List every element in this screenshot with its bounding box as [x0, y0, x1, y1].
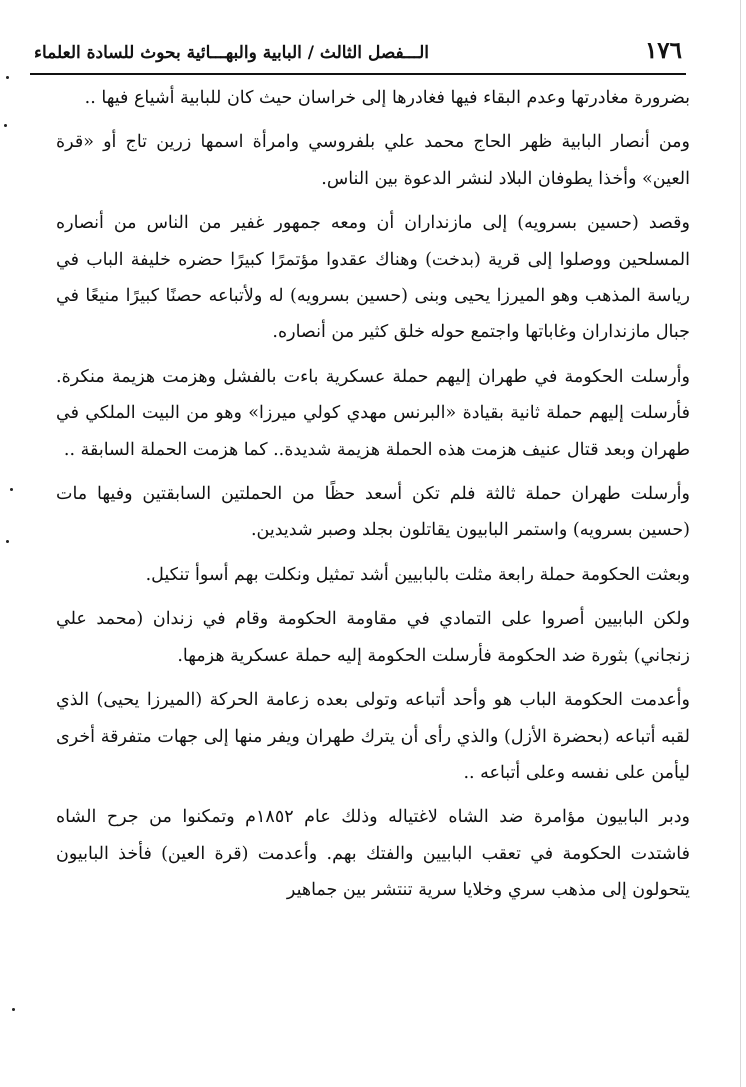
running-title: الـــفصل الثالث / البابية والبهـــائية بحوث للسادة العلماء	[34, 43, 430, 63]
scan-speck	[4, 124, 7, 127]
scan-speck	[6, 540, 9, 543]
paragraph: وأرسلت طهران حملة ثالثة فلم تكن أسعد حظًا من الحملتين السابقتين وفيها مات (حسين بسرويه) واستمر البابيون يقاتلون بجلد وصبر شديدين.	[56, 484, 690, 541]
paragraph: وبعثت الحكومة حملة رابعة مثلت بالبابيين أشد تمثيل ونكلت بهم أسوأ تنكيل.	[145, 564, 690, 585]
page-header	[30, 34, 686, 74]
paragraph: وأعدمت الحكومة الباب هو وأحد أتباعه وتولى بعده زعامة الحركة (الميرزا يحيى) الذي لقبه أتباعه (بحضرة الأزل) والذي رأى أن يترك طهران ويفر منها إلى جهات متفرقة أخرى ليأمن على نفسه وعلى أتباعه ..	[56, 690, 690, 783]
header-rule	[30, 73, 686, 75]
paragraph: وأرسلت الحكومة في طهران إليهم حملة عسكرية باءت بالفشل وهزمت هزيمة منكرة. فأرسلت إليهم حملة ثانية بقيادة «البرنس مهدي كولي ميرزا» وهو من البيت الملكي في طهران وبعد قتال عنيف هزمت هذه الحملة هزيمة شديدة.. كما هزمت الحملة السابقة ..	[56, 366, 690, 460]
paragraph: ولكن البابيين أصروا على التمادي في مقاومة الحكومة وقام في زندان (محمد علي زنجاني) بثورة ضد الحكومة فأرسلت الحكومة إليه حملة عسكرية هزمها.	[56, 609, 690, 666]
body-text	[56, 80, 690, 917]
paragraph: بضرورة مغادرتها وعدم البقاء فيها فغادرها إلى خراسان حيث كان للبابية أشياع فيها ..	[84, 88, 690, 108]
scan-speck	[12, 1008, 15, 1011]
page-number: ١٧٦	[644, 37, 682, 64]
paragraph: وقصد (حسين بسرويه) إلى مازنداران أن ومعه جمهور غفير من الناس من أنصاره المسلحين ووصلوا إلى قرية (بدخت) وهناك عقدوا مؤتمرًا كبيرًا حضره خليفة الباب في رياسة المذهب وهو الميرزا يحيى وبنى (حسين بسرويه) له ولأتباعه حصنًا كبيرًا منيعًا في جبال مازنداران وغاباتها واجتمع حوله خلق كثير من أنصاره.	[56, 213, 690, 343]
scan-speck	[6, 76, 9, 79]
paragraph: ودبر البابيون مؤامرة ضد الشاه لاغتياله وذلك عام ١٨٥٢م وتمكنوا من جرح الشاه فاشتدت الحكومة في تعقب البابيين والفتك بهم. وأعدمت (قرة العين) فأخذ البابيون يتحولون إلى مذهب سري وخلايا سرية تنتشر بين جماهير	[56, 807, 690, 901]
scan-speck	[10, 488, 13, 491]
page-edge	[740, 0, 741, 1087]
paragraph: ومن أنصار البابية ظهر الحاج محمد علي بلفروسي وامرأة اسمها زرين تاج أو «قرة العين» وأخذا يطوفان البلاد لنشر الدعوة بين الناس.	[56, 132, 690, 189]
